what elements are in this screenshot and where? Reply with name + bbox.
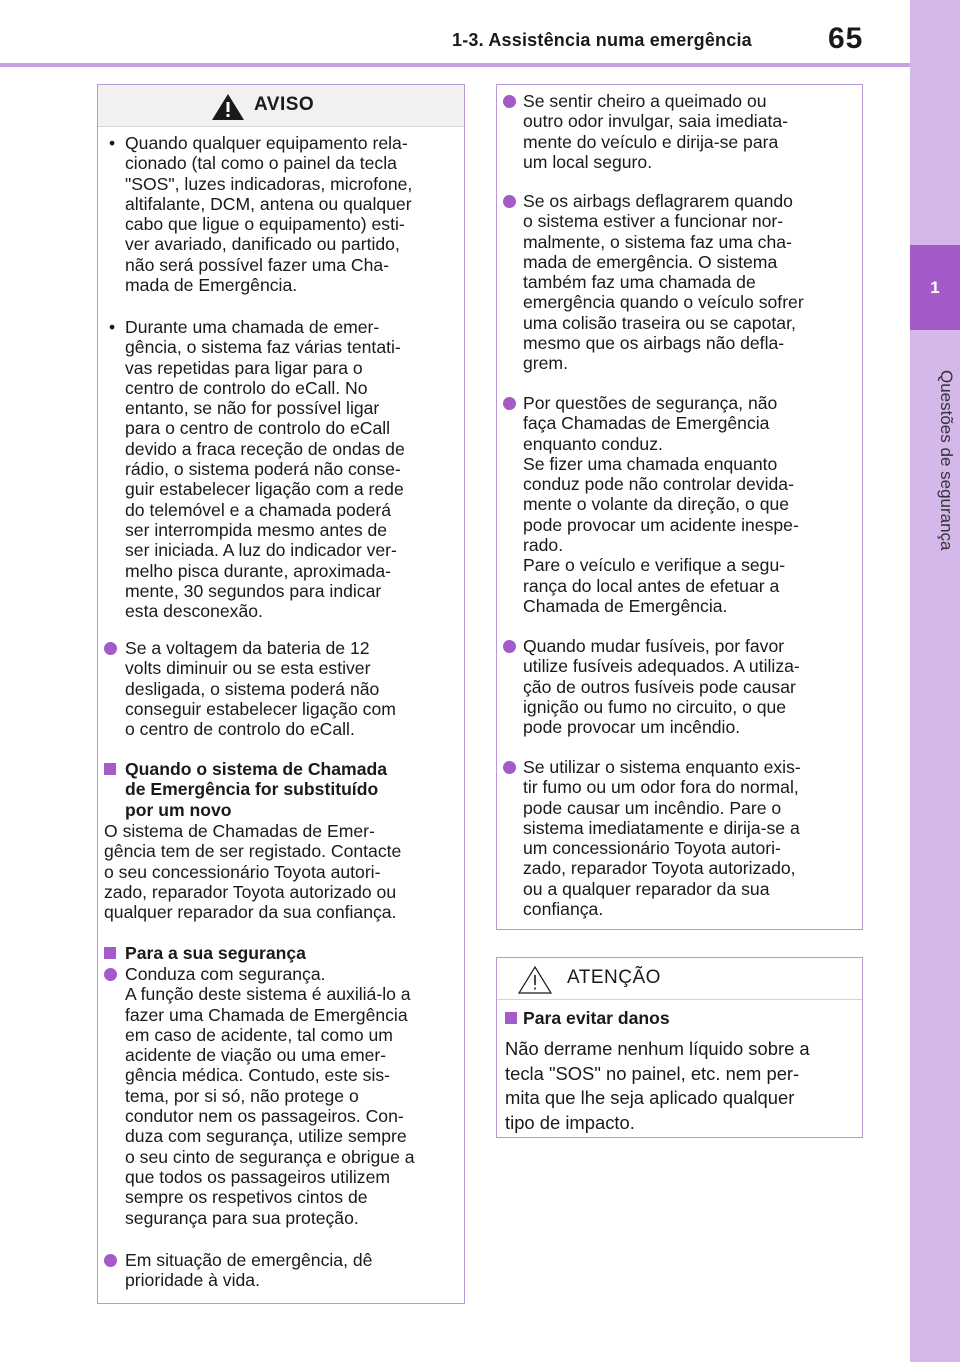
warning-triangle-icon (210, 92, 246, 122)
round-bullet-icon (503, 397, 516, 410)
header-divider (0, 63, 910, 67)
round-bullet-icon (503, 95, 516, 108)
round-bullet-icon (104, 968, 117, 981)
warning-item: Se utilizar o sistema enquanto exis- tir fumo ou um odor fora do normal, pode causar um incêndio. Pare o sistema imediatamente e dirija-se a um concessionário Toyota autori- zado, reparador Toyota autorizado, ou a qualquer reparador da sua confiança. (523, 757, 801, 920)
round-bullet-icon (503, 761, 516, 774)
warning-continuation-box (496, 84, 863, 930)
dash-bullet-icon: • (109, 133, 116, 153)
warning-box (97, 84, 465, 1304)
warning-item: Por questões de segurança, não faça Chamadas de Emergência enquanto conduz. Se fizer uma chamada enquanto conduz pode não controlar devida- mente o volante da direção, o que pode provocar um acidente inespe- rado. Pare o veículo e verifique a segu- rança do local antes de efetuar a Chamada de Emergência. (523, 393, 799, 616)
chapter-label: Questões de segurança (937, 369, 956, 551)
warning-item: Durante uma chamada de emer- gência, o sistema faz várias tentati- vas repetidas para ligar para o centro de controlo do eCall. No entanto, se não for possível ligar para o centro de controlo do eCall devido a fraca receção de ondas de rádio, o sistema poderá não conse- guir estabelecer ligação com a rede do telemóvel e a chamada poderá ser interrompida mesmo antes de ser iniciada. A luz do indicador ver- melho pisca durante, aproximada- mente, 30 segundos para indicar esta desconexão. (125, 317, 405, 622)
warning-box-title: AVISO (254, 94, 315, 115)
square-bullet-icon (104, 947, 116, 959)
round-bullet-icon (104, 1254, 117, 1267)
caution-heading: Para evitar danos (523, 1008, 670, 1028)
warning-box-header (98, 85, 464, 127)
warning-item: Quando mudar fusíveis, por favor utilize fusíveis adequados. A utiliza- ção de outros fusíveis pode causar ignição ou fumo no circuito, o que pode provocar um incêndio. (523, 636, 800, 738)
dash-bullet-icon: • (109, 317, 116, 337)
caution-body: Não derrame nenhum líquido sobre a tecla "SOS" no painel, etc. nem per- mita que lhe seja aplicado qualquer tipo de impacto. (505, 1038, 810, 1133)
chapter-side-tab (910, 0, 960, 1362)
safety-item: Conduza com segurança. A função deste sistema é auxiliá-lo a fazer uma Chamada de Emergência em caso de acidente, tal como um acidente de viação ou uma emer- gência médica. Contudo, este sis- tema, por si só, não protege o condutor nem os passageiros. Con- duza com segurança, utilize sempre o seu cinto de segurança e obrigue a que todos os passageiros utilizem sempre os respetivos cintos de segurança para sua proteção. (125, 964, 415, 1228)
warning-item: Se sentir cheiro a queimado ou outro odor invulgar, saia imediata- mente do veículo e dirija-se para um local seguro. (523, 91, 789, 172)
page-number: 65 (828, 22, 864, 55)
caution-box-title: ATENÇÃO (567, 967, 661, 988)
warning-item: Se a voltagem da bateria de 12 volts diminuir ou se esta estiver desligada, o sistema poderá não conseguir estabelecer ligação com o centro de controlo do eCall. (125, 638, 396, 740)
section-title: 1-3. Assistência numa emergência (452, 30, 752, 50)
caution-triangle-icon (517, 965, 553, 995)
square-bullet-icon (104, 763, 116, 775)
section-heading: Para a sua segurança (125, 943, 306, 963)
warning-item: Se os airbags deflagrarem quando o sistema estiver a funcionar nor- malmente, o sistema faz uma cha- mada de emergência. O sistema também faz uma chamada de emergência quando o veículo sofrer uma colisão traseira ou se capotar, mesmo que os airbags não defla- grem. (523, 191, 804, 374)
caution-box-header (497, 958, 862, 1000)
warning-item: Quando qualquer equipamento rela- cionado (tal como o painel da tecla "SOS", luzes indicadoras, microfone, altifalante, DCM, antena ou qualquer cabo que ligue o equipamento) esti- ver avariado, danificado ou partido, não será possível fazer uma Cha- mada de Emergência. (125, 133, 413, 296)
square-bullet-icon (505, 1012, 517, 1024)
section-body: O sistema de Chamadas de Emer- gência tem de ser registado. Contacte o seu concessionário Toyota autori- zado, reparador Toyota autorizado ou qualquer reparador da sua confiança. (104, 821, 402, 923)
section-heading: Quando o sistema de Chamada de Emergência for substituído por um novo (125, 759, 388, 820)
safety-item: Em situação de emergência, dê prioridade à vida. (125, 1250, 373, 1291)
round-bullet-icon (104, 642, 117, 655)
round-bullet-icon (503, 195, 516, 208)
chapter-number: 1 (910, 245, 960, 330)
round-bullet-icon (503, 640, 516, 653)
caution-box (496, 957, 863, 1138)
